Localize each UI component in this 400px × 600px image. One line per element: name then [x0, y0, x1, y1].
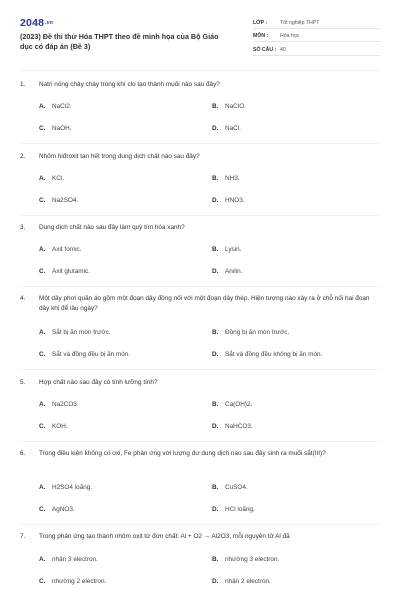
question-text: Nhôm hiđroxit tan hết trong dung dịch chất nào sau đây? [39, 153, 200, 160]
option-letter: C. [39, 578, 46, 585]
question-separator [20, 441, 380, 442]
question-number: 4. [20, 295, 26, 302]
question-separator [20, 369, 380, 370]
meta-subject-label: MÔN : [253, 33, 269, 39]
option-text: Ca(OH)2. [225, 401, 253, 408]
exam-meta [253, 15, 380, 56]
option-letter: C. [39, 506, 46, 513]
option-letter: D. [212, 197, 219, 204]
option-b[interactable] [212, 175, 240, 182]
option-c[interactable] [39, 197, 78, 204]
option-letter: A. [39, 329, 46, 336]
option-letter: D. [212, 578, 219, 585]
header-divider [20, 70, 380, 71]
option-letter: A. [39, 484, 46, 491]
option-letter: C. [39, 423, 46, 430]
question-5 [20, 378, 380, 430]
option-letter: A. [39, 103, 46, 110]
option-d[interactable] [212, 125, 241, 132]
option-text: NaCl. [225, 125, 241, 132]
logo-suffix: .vn [45, 20, 53, 26]
option-c[interactable] [39, 423, 68, 430]
option-text: NaCl2. [52, 103, 72, 110]
option-d[interactable] [212, 423, 253, 430]
option-text: NaHCO3. [225, 423, 253, 430]
option-a[interactable] [39, 484, 92, 491]
option-text: Axit glutamic. [52, 268, 91, 275]
question-stem [20, 223, 380, 233]
question-number: 2. [20, 153, 26, 160]
question-stem [20, 532, 380, 542]
question-stem [20, 449, 380, 459]
option-letter: A. [39, 246, 46, 253]
option-c[interactable] [39, 125, 72, 132]
meta-class-label: LỚP : [253, 19, 268, 26]
question-text: Dung dịch chất nào sau đây làm quỳ tím hóa xanh? [39, 224, 185, 231]
option-text: H2SO4 loãng. [52, 484, 93, 491]
option-letter: D. [212, 125, 219, 132]
option-text: NaClO. [225, 103, 246, 110]
question-6 [20, 449, 380, 513]
question-stem [20, 378, 380, 388]
question-number: 5. [20, 379, 26, 386]
option-letter: B. [212, 401, 219, 408]
question-7 [20, 532, 380, 585]
question-number: 6. [20, 450, 26, 457]
exam-title: (2023) Đề thi thử Hóa THPT theo đề minh họa của Bộ Giáo dục có đáp án (Đề 3) [20, 32, 219, 51]
option-letter: B. [212, 484, 219, 491]
question-2 [20, 152, 380, 204]
option-letter: C. [39, 351, 46, 358]
option-text: NH3. [225, 175, 240, 182]
question-stem [20, 152, 380, 162]
option-text: nhận 3 electron. [52, 556, 98, 563]
question-separator [20, 143, 380, 144]
option-letter: C. [39, 197, 46, 204]
option-text: NaOH. [52, 125, 72, 132]
option-text: Sắt và đồng đều không bị ăn mòn. [225, 351, 323, 358]
meta-count-label: SỐ CÂU : [253, 46, 277, 53]
option-letter: A. [39, 401, 46, 408]
option-text: Lysin. [225, 246, 242, 253]
option-a[interactable] [39, 556, 98, 563]
option-d[interactable] [212, 351, 322, 358]
option-a[interactable] [39, 103, 72, 110]
question-separator [20, 215, 380, 216]
question-text: Một dây phơi quần áo gồm một đoạn dây đồng nối với một đoạn dây thép. Hiện tượng nào xảy ra ở chỗ nối hai đoạn dây khi để lâu ngày? [39, 295, 370, 312]
question-separator [20, 286, 380, 287]
option-letter: A. [39, 175, 46, 182]
option-c[interactable] [39, 578, 106, 585]
option-d[interactable] [212, 578, 271, 585]
option-text: Anilin. [225, 268, 243, 275]
option-letter: D. [212, 423, 219, 430]
meta-subject-value: Hóa học [280, 33, 300, 39]
question-stem [20, 294, 380, 314]
option-text: KCl. [52, 175, 65, 182]
option-d[interactable] [212, 268, 242, 275]
option-letter: C. [39, 268, 46, 275]
option-c[interactable] [39, 268, 90, 275]
option-letter: D. [212, 506, 219, 513]
question-number: 3. [20, 224, 26, 231]
meta-count-value: 40 [280, 46, 286, 53]
question-separator [20, 524, 380, 525]
option-b[interactable] [212, 484, 248, 491]
option-letter: D. [212, 268, 219, 275]
logo-text: 2048 [20, 17, 45, 29]
option-text: Sắt và đồng đều bị ăn mòn. [52, 351, 131, 358]
option-text: Na2SO4. [52, 197, 79, 204]
option-text: Na2CO3. [52, 401, 79, 408]
option-b[interactable] [212, 556, 279, 563]
option-c[interactable] [39, 506, 75, 513]
option-b[interactable] [212, 329, 289, 336]
question-3 [20, 223, 380, 275]
option-letter: B. [212, 103, 219, 110]
question-text: Hợp chất nào sau đây có tính lưỡng tính? [39, 379, 158, 386]
option-text: nhường 3 electron. [225, 556, 280, 563]
option-a[interactable] [39, 175, 64, 182]
meta-count-row [253, 42, 380, 56]
option-text: HCl loãng. [225, 506, 255, 513]
option-letter: A. [39, 556, 46, 563]
option-text: Axit fomic. [52, 246, 82, 253]
option-letter: B. [212, 556, 219, 563]
page-header [0, 0, 400, 66]
option-text: nhường 2 electron. [52, 578, 107, 585]
option-text: Đồng bị ăn mòn trước. [225, 329, 290, 336]
meta-class-value: Tốt nghiệp THPT [280, 19, 320, 26]
question-4 [20, 294, 380, 358]
question-number: 1. [20, 81, 26, 88]
option-d[interactable] [212, 197, 245, 204]
question-text: Trong điều kiện không có oxi, Fe phản ứng với lượng dư dung dịch nào sau đây sinh ra muối sắt(III)? [39, 450, 326, 457]
option-letter: D. [212, 351, 219, 358]
option-text: CuSO4. [225, 484, 248, 491]
option-letter: B. [212, 246, 219, 253]
question-text: Trong phản ứng tạo thành nhôm oxit từ đơn chất: Al + O2 → Al2O3, mỗi nguyên tử Al đã [39, 533, 290, 540]
option-d[interactable] [212, 506, 255, 513]
option-a[interactable] [39, 401, 79, 408]
question-text: Natri nóng chảy cháy trong khí clo tạo thành muối nào sau đây? [39, 81, 220, 88]
option-b[interactable] [212, 246, 241, 253]
option-letter: B. [212, 329, 219, 336]
option-text: AgNO3. [52, 506, 75, 513]
option-letter: C. [39, 125, 46, 132]
meta-subject-row [253, 29, 380, 43]
option-a[interactable] [39, 329, 111, 336]
question-1 [20, 80, 380, 132]
meta-class-row [253, 15, 380, 29]
option-a[interactable] [39, 246, 81, 253]
option-text: nhận 2 electron. [225, 578, 271, 585]
question-stem [20, 80, 380, 90]
option-text: KOH. [52, 423, 68, 430]
option-letter: B. [212, 175, 219, 182]
option-text: HNO3. [225, 197, 245, 204]
question-number: 7. [20, 533, 26, 540]
option-text: Sắt bị ăn mòn trước. [52, 329, 111, 336]
option-b[interactable] [212, 103, 246, 110]
option-c[interactable] [39, 351, 130, 358]
option-b[interactable] [212, 401, 252, 408]
